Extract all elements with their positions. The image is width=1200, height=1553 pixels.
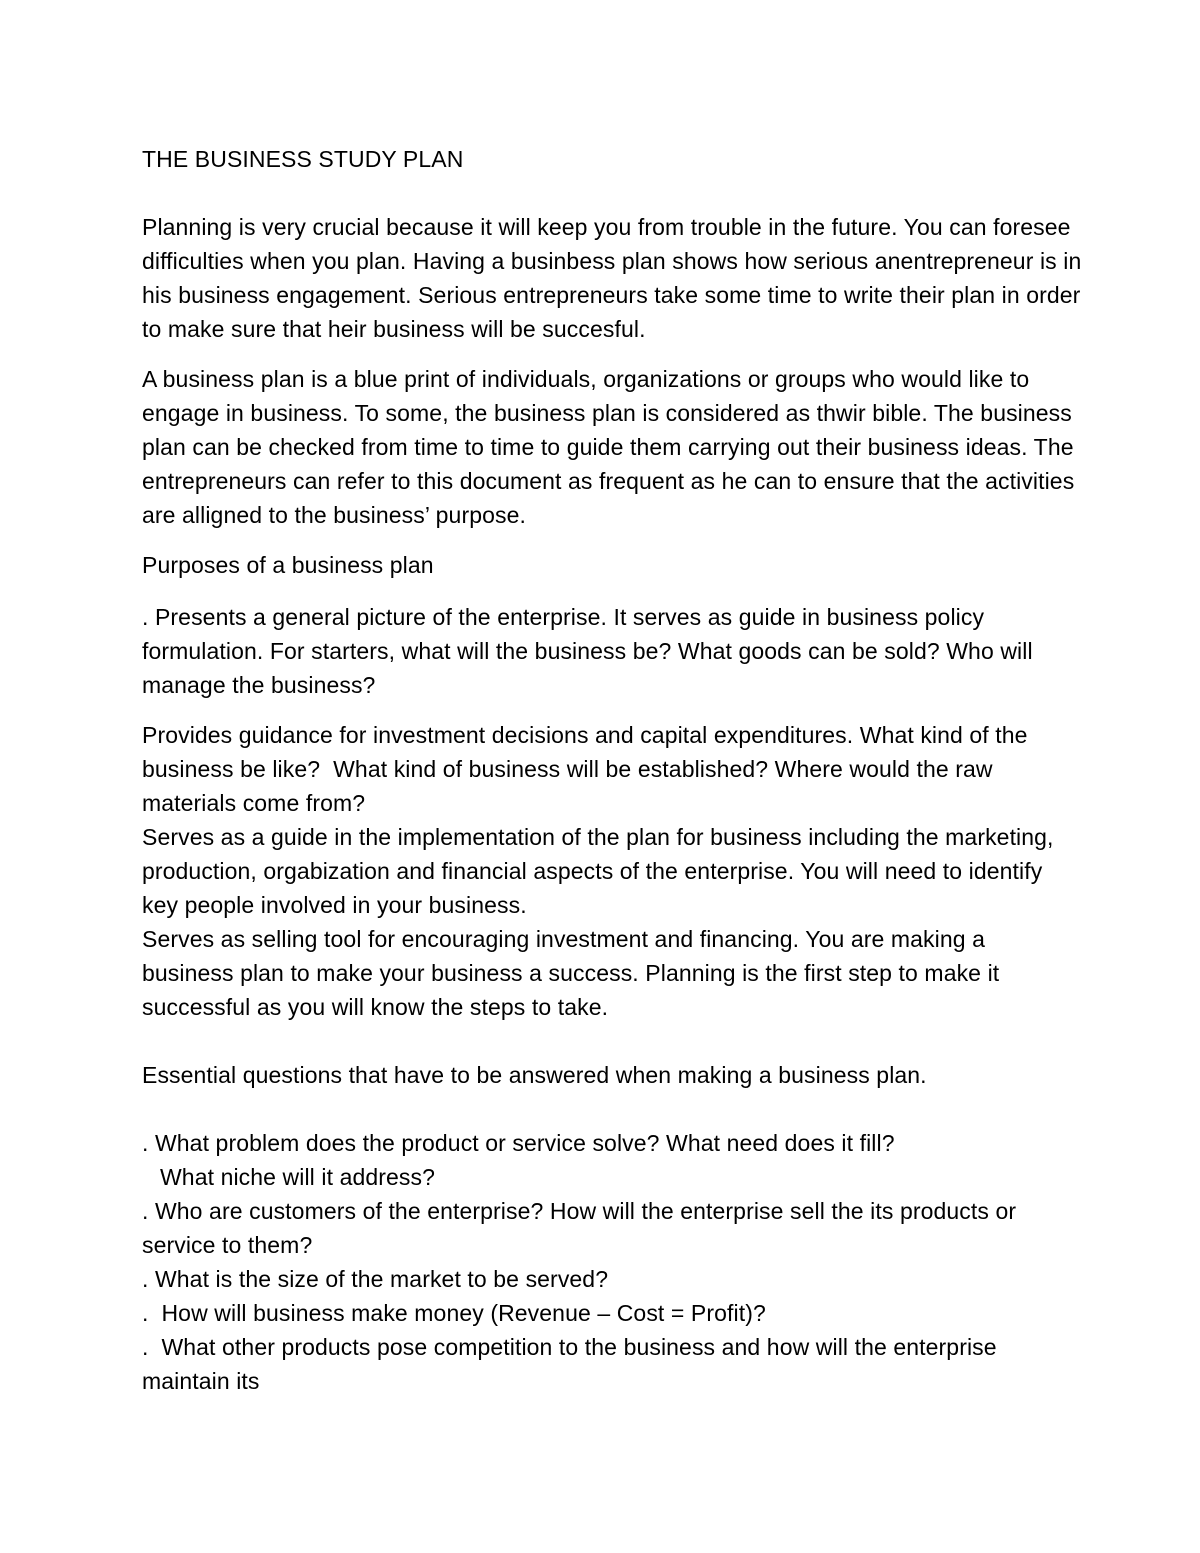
purpose-item-selling-tool: Serves as selling tool for encouraging investment and financing. You are making a business plan to make your business a success. Planning is the first step to make it successful as you will know the steps to take. — [142, 926, 1006, 1020]
document-title: THE BUSINESS STUDY PLAN — [142, 146, 464, 172]
question-item-problem: . What problem does the product or service solve? What need does it fill? — [142, 1130, 895, 1156]
purpose-item-investment-guidance: Provides guidance for investment decisions and capital expenditures. What kind of the business be like? What kind of business will be established? Where would the raw materials come from? — [142, 722, 1035, 816]
questions-heading: Essential questions that have to be answered when making a business plan. — [142, 1062, 927, 1088]
question-item-problem-continued: What niche will it address? — [160, 1164, 435, 1190]
question-item-competition: . What other products pose competition to the business and how will the enterprise maintain its — [142, 1334, 1004, 1394]
purpose-item-general-picture: . Presents a general picture of the enterprise. It serves as guide in business policy formulation. For starters, what will the business be? What goods can be sold? Who will manage the business? — [142, 604, 1040, 698]
document-body — [142, 142, 1088, 1398]
purposes-heading: Purposes of a business plan — [142, 552, 434, 578]
question-item-market-size: . What is the size of the market to be served? — [142, 1266, 609, 1292]
paragraph-business-plan-definition: A business plan is a blue print of individuals, organizations or groups who would like to engage in business. To some, the business plan is considered as thwir bible. The business plan can be checked from time to time to guide them carrying out their business ideas. The entrepreneurs can refer to this document as frequent as he can to ensure that the activities are alligned to the business’ purpose. — [142, 366, 1081, 528]
purpose-item-implementation-guide: Serves as a guide in the implementation of the plan for business including the marketing, production, orgabization and financial aspects of the enterprise. You will need to identify key people involved in your business. — [142, 824, 1061, 918]
paragraph-planning: Planning is very crucial because it will keep you from trouble in the future. You can foresee difficulties when you plan. Having a businbess plan shows how serious anentrepreneur is in his business engagement. Serious entrepreneurs take some time to write their plan in order to make sure that heir business will be succesful. — [142, 214, 1088, 342]
question-item-customers: . Who are customers of the enterprise? How will the enterprise sell the its products or service to them? — [142, 1198, 1023, 1258]
question-item-revenue: . How will business make money (Revenue – Cost = Profit)? — [142, 1300, 766, 1326]
